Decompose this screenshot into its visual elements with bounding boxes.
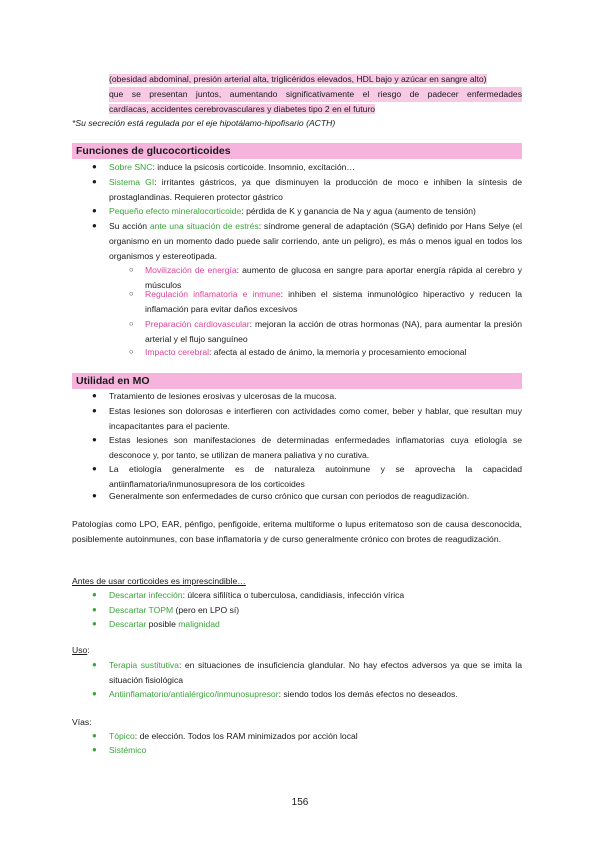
bullet-icon: ● (92, 590, 97, 599)
item-key: Terapia sustitutiva (109, 660, 179, 670)
item-key: ante una situación de estrés (149, 221, 259, 231)
section-heading-funciones: Funciones de glucocorticoides (72, 143, 522, 159)
antes-heading: Antes de usar corticoides es imprescindible… (72, 576, 246, 586)
item-key: Descartar TOPM (109, 605, 174, 615)
bullet-icon: ● (92, 731, 97, 740)
subitem-key: Regulación inflamatoria e inmune (145, 289, 281, 299)
funciones-item-gi (109, 175, 522, 205)
utilidad-item: Estas lesiones son manifestaciones de determinadas enfermedades inflamatorias cuya etiología se desconoce y, por tanto, se utilizan de manera paliativa y no curativa. (109, 435, 522, 460)
subitem-key: Movilización de energía (145, 265, 237, 275)
subitem-text: : inhiben el sistema inmunológico hiperactivo y reducen la inflamación para evitar daños excesivos (145, 289, 522, 314)
item-text: : pérdida de K y ganancia de Na y agua (aumento de tensión) (241, 206, 476, 216)
bullet-icon: ● (92, 491, 97, 500)
bullet-icon: ● (92, 406, 97, 415)
item-text: : síndrome general de adaptación (SGA) definido por Hans Selye (el organismo en un momento dado puede salir corriendo, ante un peligro), es más o menos igual en todos los organismos y estereotipada. (109, 221, 522, 261)
circle-bullet-icon: ○ (129, 319, 134, 328)
item-key: Descartar infección (109, 590, 183, 600)
intro-line-1: (obesidad abdominal, presión arterial alta, triglicéridos elevados, HDL bajo y azúcar en sangre alto) (109, 74, 487, 84)
subitem-text: : aumento de glucosa en sangre para aportar energía rápida al cerebro y músculos (145, 265, 522, 290)
bullet-icon: ● (92, 464, 97, 473)
utilidad-item: Generalmente son enfermedades de curso crónico que cursan con periodos de reagudización. (109, 491, 470, 501)
funciones-item-snc (109, 160, 522, 175)
item-text: : úlcera sifilítica o tuberculosa, candidiasis, infección vírica (182, 590, 405, 600)
bullet-icon: ● (92, 162, 97, 171)
circle-bullet-icon: ○ (129, 265, 134, 274)
bullet-icon: ● (92, 177, 97, 186)
bullet-icon: ● (92, 435, 97, 444)
intro-paragraph (109, 72, 522, 116)
utilidad-item: Tratamiento de lesiones erosivas y ulcerosas de la mucosa. (109, 391, 337, 401)
uso-item-antiinflamatorio (109, 687, 522, 702)
antes-item-topm (109, 603, 522, 618)
intro-line-3: cardíacas, accidentes cerebrovasculares y diabetes tipo 2 en el futuro (109, 103, 376, 114)
section-heading-utilidad: Utilidad en MO (72, 373, 522, 389)
circle-bullet-icon: ○ (129, 289, 134, 298)
page-number: 156 (291, 797, 309, 808)
item-text: : siendo todos los demás efectos no deseados. (278, 689, 458, 699)
utilidad-item: La etiología generalmente es de naturaleza autoinmune y se aprovecha la capacidad antiinflamatoria/inmunosupresora de los corticoides (109, 464, 522, 489)
bullet-icon: ● (92, 391, 97, 400)
bullet-icon: ● (92, 689, 97, 698)
uso-item-sustitutiva (109, 658, 522, 688)
item-key: Sobre SNC (109, 162, 153, 172)
intro-line-2: que se presentan juntos, aumentando significativamente el riesgo de padecer enfermedades (109, 87, 522, 102)
subitem-key: Preparación cardiovascular (145, 319, 250, 329)
item-text: : induce la psicosis corticoide. Insomnio, excitación… (152, 162, 355, 172)
item-text: : irritantes gástricos, ya que disminuyen la producción de moco e inhiben la síntesis de prostaglandinas. Requieren protector gástrico (109, 177, 522, 202)
bullet-icon: ● (92, 619, 97, 628)
uso-heading: Uso (72, 645, 88, 655)
uso-heading-block (72, 643, 90, 658)
antes-item-malignidad (109, 617, 522, 632)
vias-heading: Vías: (72, 717, 92, 727)
funciones-item-mineralo (109, 204, 522, 219)
bullet-icon: ● (92, 745, 97, 754)
item-key: Tópico (109, 731, 135, 741)
antes-item-infeccion (109, 588, 522, 603)
funciones-item-estres (109, 219, 522, 263)
uso-heading-colon: : (87, 645, 90, 655)
utilidad-item: Estas lesiones son dolorosas e interfieren con actividades como comer, beber y hablar, que resultan muy incapacitantes para el paciente. (109, 406, 522, 431)
item-key: Sistémico (109, 745, 147, 755)
item-text: posible (146, 619, 179, 629)
item-key: Sistema GI (109, 177, 155, 187)
item-key-2: malignidad (178, 619, 220, 629)
item-key: Descartar (109, 619, 147, 629)
item-text: (pero en LPO sí) (173, 605, 240, 615)
item-key: Antiinflamatorio/antialérgico/inmunosupresor (109, 689, 279, 699)
item-prefix: Su acción (109, 221, 150, 231)
subitem-text: : afecta al estado de ánimo, la memoria y procesamiento emocional (209, 347, 467, 357)
bullet-icon: ● (92, 221, 97, 230)
bullet-icon: ● (92, 206, 97, 215)
subitem-key: Impacto cerebral (145, 347, 210, 357)
item-text: : en situaciones de insuficiencia glandular. No hay efectos adversos ya que se imita la situación fisiológica (109, 660, 522, 685)
subitem-text: : mejoran la acción de otras hormonas (NA), para aumentar la presión arterial y el flujo sanguíneo (145, 319, 522, 344)
subitem-inflamatoria (145, 287, 522, 317)
item-key: Pequeño efecto mineralocorticoide (109, 206, 242, 216)
bullet-icon: ● (92, 605, 97, 614)
patologias-paragraph: Patologías como LPO, EAR, pénfigo, penfigoide, eritema multiforme o lupus eritematoso son de causa desconocida, posiblemente autoinmunes, con base inflamatoria y de curso generalmente crónico con brotes de reagudización. (72, 519, 522, 544)
subitem-cardiovascular (145, 317, 522, 347)
circle-bullet-icon: ○ (129, 347, 134, 356)
subitem-cerebral (145, 345, 522, 360)
bullet-icon: ● (92, 660, 97, 669)
item-text: : de elección. Todos los RAM minimizados por acción local (134, 731, 358, 741)
vias-item-topico (109, 729, 522, 744)
vias-item-sistemico (109, 743, 522, 758)
footnote: *Su secreción está regulada por el eje hipotálamo-hipofisario (ACTH) (72, 118, 336, 128)
